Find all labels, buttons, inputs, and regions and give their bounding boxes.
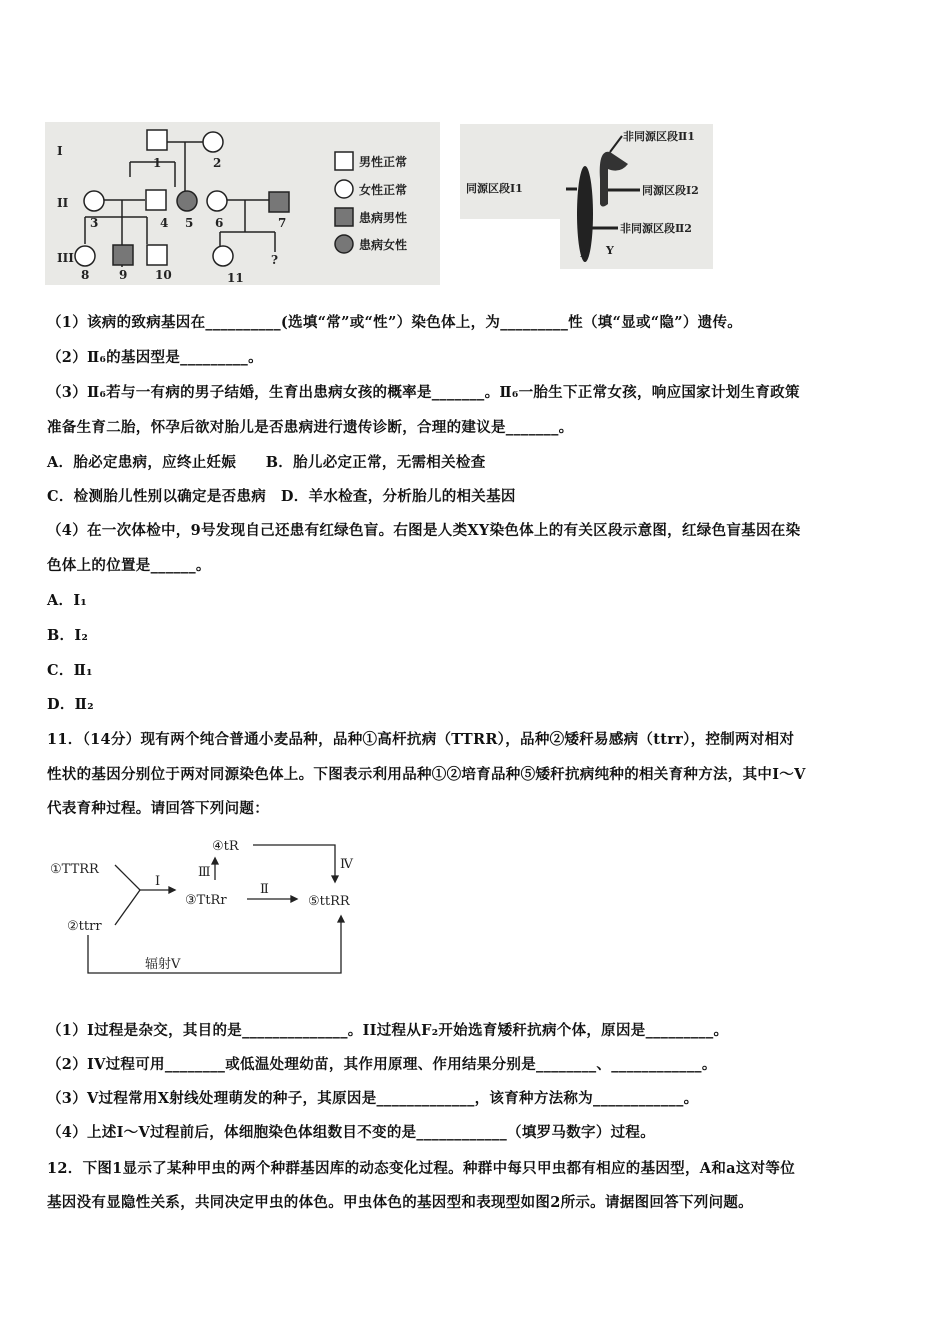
pedigree-number: 11 xyxy=(227,271,244,285)
question-line: （4）上述Ⅰ～Ⅴ过程前后，体细胞染色体组数目不变的是____________（填罗马数字）过程。 xyxy=(47,1124,656,1141)
flow-node: ③TtRr xyxy=(185,893,227,908)
legend-label: 患病女性 xyxy=(359,238,408,252)
pedigree-number: 4 xyxy=(160,216,169,230)
pedigree-number: 8 xyxy=(81,268,90,282)
xy-chromosome-figure xyxy=(460,124,713,269)
question-line: （4）在一次体检中，9号发现自己还患有红绿色盲。右图是人类XY染色体上的有关区段示意图，红绿色盲基因在染 xyxy=(47,522,801,539)
legend-label: 女性正常 xyxy=(359,183,408,197)
question-line: 代表育种过程。请回答下列问题： xyxy=(47,800,269,817)
flow-node: ⑤ttRR xyxy=(308,894,350,909)
flow-step: Ⅲ xyxy=(198,865,211,880)
question-line: （1）该病的致病基因在__________(选填“常”或“性”）染色体上，为_________性（填“显或“隐”）遗传。 xyxy=(47,314,743,331)
question-line: （3）Ⅱ₆若与一有病的男子结婚，生育出患病女孩的概率是_______。Ⅱ₆一胎生下正常女孩，响应国家计划生育政策 xyxy=(47,384,800,401)
question-line: 11．（14分）现有两个纯合普通小麦品种，品种①高杆抗病（TTRR），品种②矮秆易感病（ttrr），控制两对相对 xyxy=(47,731,795,748)
pedigree-number: 9 xyxy=(119,268,128,282)
question-line: 性状的基因分别位于两对同源染色体上。下图表示利用品种①②培育品种⑤矮秆抗病纯种的相关育种方法，其中Ⅰ～Ⅴ xyxy=(47,766,806,783)
pedigree-number: 1 xyxy=(153,156,162,170)
question-line: （3）V过程常用X射线处理萌发的种子，其原因是_____________，该育种方法称为____________。 xyxy=(47,1090,699,1107)
option-line: D．Ⅱ₂ xyxy=(47,696,94,713)
flow-step: 辐射Ⅴ xyxy=(145,957,181,972)
pedigree-number: 2 xyxy=(213,156,222,170)
pedigree-number: 5 xyxy=(185,216,194,230)
flow-step: Ⅱ xyxy=(260,882,269,897)
xy-label: 同源区段Ⅰ1 xyxy=(466,182,523,195)
option-line: A．胎必定患病，应终止妊娠 B．胎儿必定正常，无需相关检查 xyxy=(47,454,486,471)
xy-label: 同源区段Ⅰ2 xyxy=(642,184,699,197)
flow-step: Ⅰ xyxy=(155,874,161,889)
pedigree-number: 10 xyxy=(155,268,172,282)
flow-step: Ⅳ xyxy=(340,857,353,872)
pedigree-number: ? xyxy=(271,253,279,267)
question-line: 准备生育二胎，怀孕后欲对胎儿是否患病进行遗传诊断，合理的建议是_______。 xyxy=(47,419,574,436)
gen-label: II xyxy=(57,196,69,210)
legend-label: 男性正常 xyxy=(359,155,408,169)
question-line: 基因没有显隐性关系，共同决定甲虫的体色。甲虫体色的基因型和表现型如图2所示。请据图回答下列问题。 xyxy=(47,1194,753,1211)
question-line: 色体上的位置是______。 xyxy=(47,557,211,574)
option-line: C．检测胎儿性别以确定是否患病 D．羊水检查，分析胎儿的相关基因 xyxy=(47,488,516,505)
pedigree-number: 6 xyxy=(215,216,224,230)
option-line: C．Ⅱ₁ xyxy=(47,662,93,679)
option-line: B．I₂ xyxy=(47,627,89,644)
gen-label: III xyxy=(57,251,74,265)
xy-label: 非同源区段Ⅱ1 xyxy=(623,130,695,143)
question-line: （2）IV过程可用________或低温处理幼苗，其作用原理、作用结果分别是________、____________。 xyxy=(47,1056,717,1073)
breeding-flow-diagram xyxy=(40,830,380,980)
gen-label: I xyxy=(57,144,63,158)
flow-node: ④tR xyxy=(212,839,239,854)
legend-label: 患病男性 xyxy=(359,211,408,225)
y-label: Y xyxy=(606,244,614,257)
flow-node: ②ttrr xyxy=(67,919,102,934)
pedigree-figure xyxy=(45,122,440,285)
question-line: 12．下图1显示了某种甲虫的两个种群基因库的动态变化过程。种群中每只甲虫都有相应的基因型，A和a这对等位 xyxy=(47,1160,796,1177)
pedigree-number: 7 xyxy=(278,216,287,230)
xy-label: 非同源区段Ⅱ2 xyxy=(620,222,692,235)
pedigree-number: 3 xyxy=(90,216,99,230)
question-line: （2）Ⅱ₆的基因型是_________。 xyxy=(47,349,263,366)
option-line: A．I₁ xyxy=(47,592,88,609)
x-label: X xyxy=(580,247,589,260)
flow-node: ①TTRR xyxy=(50,862,99,877)
question-line: （1）I过程是杂交，其目的是______________。II过程从F₂开始选育矮秆抗病个体，原因是_________。 xyxy=(47,1022,729,1039)
